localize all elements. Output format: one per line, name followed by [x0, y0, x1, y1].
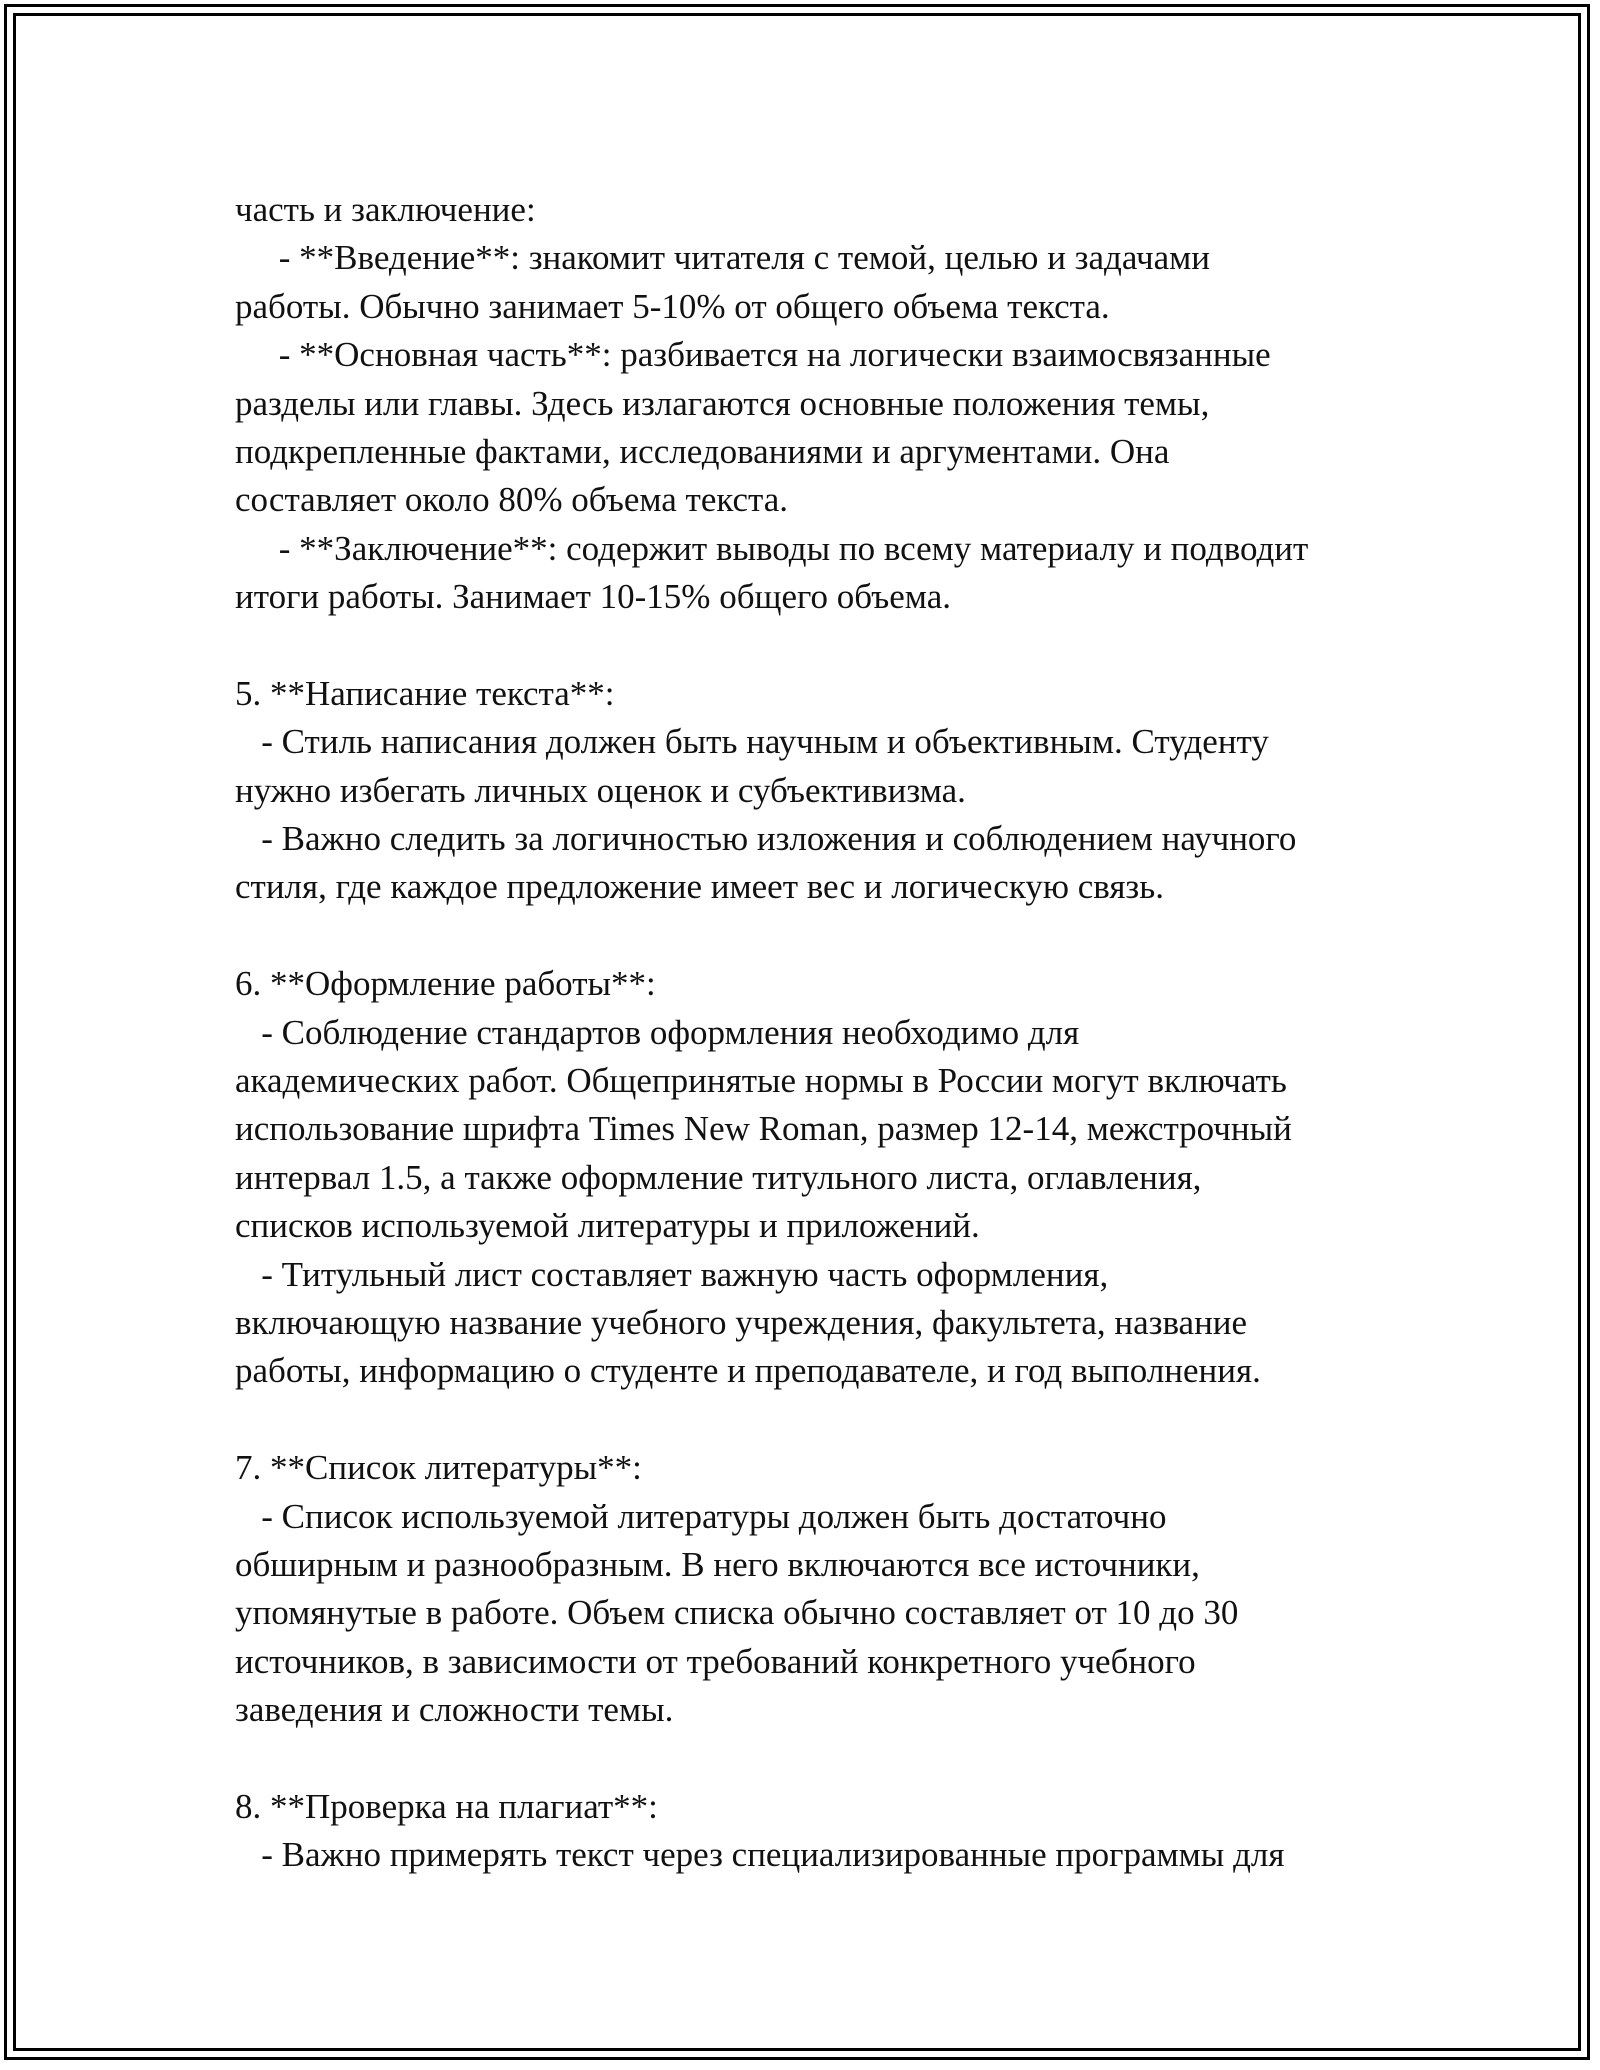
section-heading: 5. **Написание текста**: — [235, 673, 615, 713]
text-line: работы. Обычно занимает 5-10% от общего объема текста. — [235, 286, 1110, 326]
text-line: упомянутые в работе. Объем списка обычно составляет от 10 до 30 — [235, 1593, 1239, 1633]
text-line: работы, информацию о студенте и преподавателе, и год выполнения. — [235, 1351, 1261, 1391]
blank-line — [235, 1396, 1415, 1444]
text-line: источников, в зависимости от требований конкретного учебного — [235, 1641, 1196, 1681]
text-line: стиля, где каждое предложение имеет вес и логическую связь. — [235, 867, 1164, 907]
text-line: нужно избегать личных оценок и субъективизма. — [235, 770, 966, 810]
text-line: итоги работы. Занимает 10-15% общего объема. — [235, 577, 951, 617]
text-line: - Титульный лист составляет важную часть оформления, — [235, 1254, 1109, 1294]
document-body — [235, 186, 1415, 1880]
text-line: составляет около 80% объема текста. — [235, 480, 789, 520]
blank-line — [235, 622, 1415, 670]
text-line: - Важно примерять текст через специализированные программы для — [235, 1835, 1285, 1875]
section-heading: 7. **Список литературы**: — [235, 1448, 642, 1488]
text-line: - **Заключение**: содержит выводы по всему материалу и подводит — [235, 528, 1309, 568]
section-heading: 6. **Оформление работы**: — [235, 964, 656, 1004]
blank-line — [235, 1735, 1415, 1783]
blank-line — [235, 912, 1415, 960]
text-line: часть и заключение: — [235, 190, 536, 229]
text-line: списков используемой литературы и приложений. — [235, 1206, 980, 1246]
text-line: - **Основная часть**: разбивается на логически взаимосвязанные — [235, 335, 1271, 375]
text-line: подкрепленные фактами, исследованиями и аргументами. Она — [235, 431, 1170, 471]
text-line: - Важно следить за логичностью изложения и соблюдением научного — [235, 819, 1297, 859]
text-line: - Стиль написания должен быть научным и объективным. Студенту — [235, 722, 1269, 762]
text-line: - Соблюдение стандартов оформления необходимо для — [235, 1012, 1080, 1052]
text-line: использование шрифта Times New Roman, размер 12-14, межстрочный — [235, 1109, 1292, 1149]
text-line: заведения и сложности темы. — [235, 1690, 674, 1730]
section-heading: 8. **Проверка на плагиат**: — [235, 1786, 658, 1826]
text-line: - **Введение**: знакомит читателя с темой, целью и задачами — [235, 238, 1210, 278]
text-line: - Список используемой литературы должен быть достаточно — [235, 1496, 1167, 1536]
text-line: включающую название учебного учреждения, факультета, название — [235, 1302, 1248, 1342]
text-line: академических работ. Общепринятые нормы в России могут включать — [235, 1061, 1287, 1101]
text-line: обширным и разнообразным. В него включаются все источники, — [235, 1544, 1200, 1584]
text-line: интервал 1.5, а также оформление титульного листа, оглавления, — [235, 1157, 1202, 1197]
text-line: разделы или главы. Здесь излагаются основные положения темы, — [235, 383, 1210, 423]
